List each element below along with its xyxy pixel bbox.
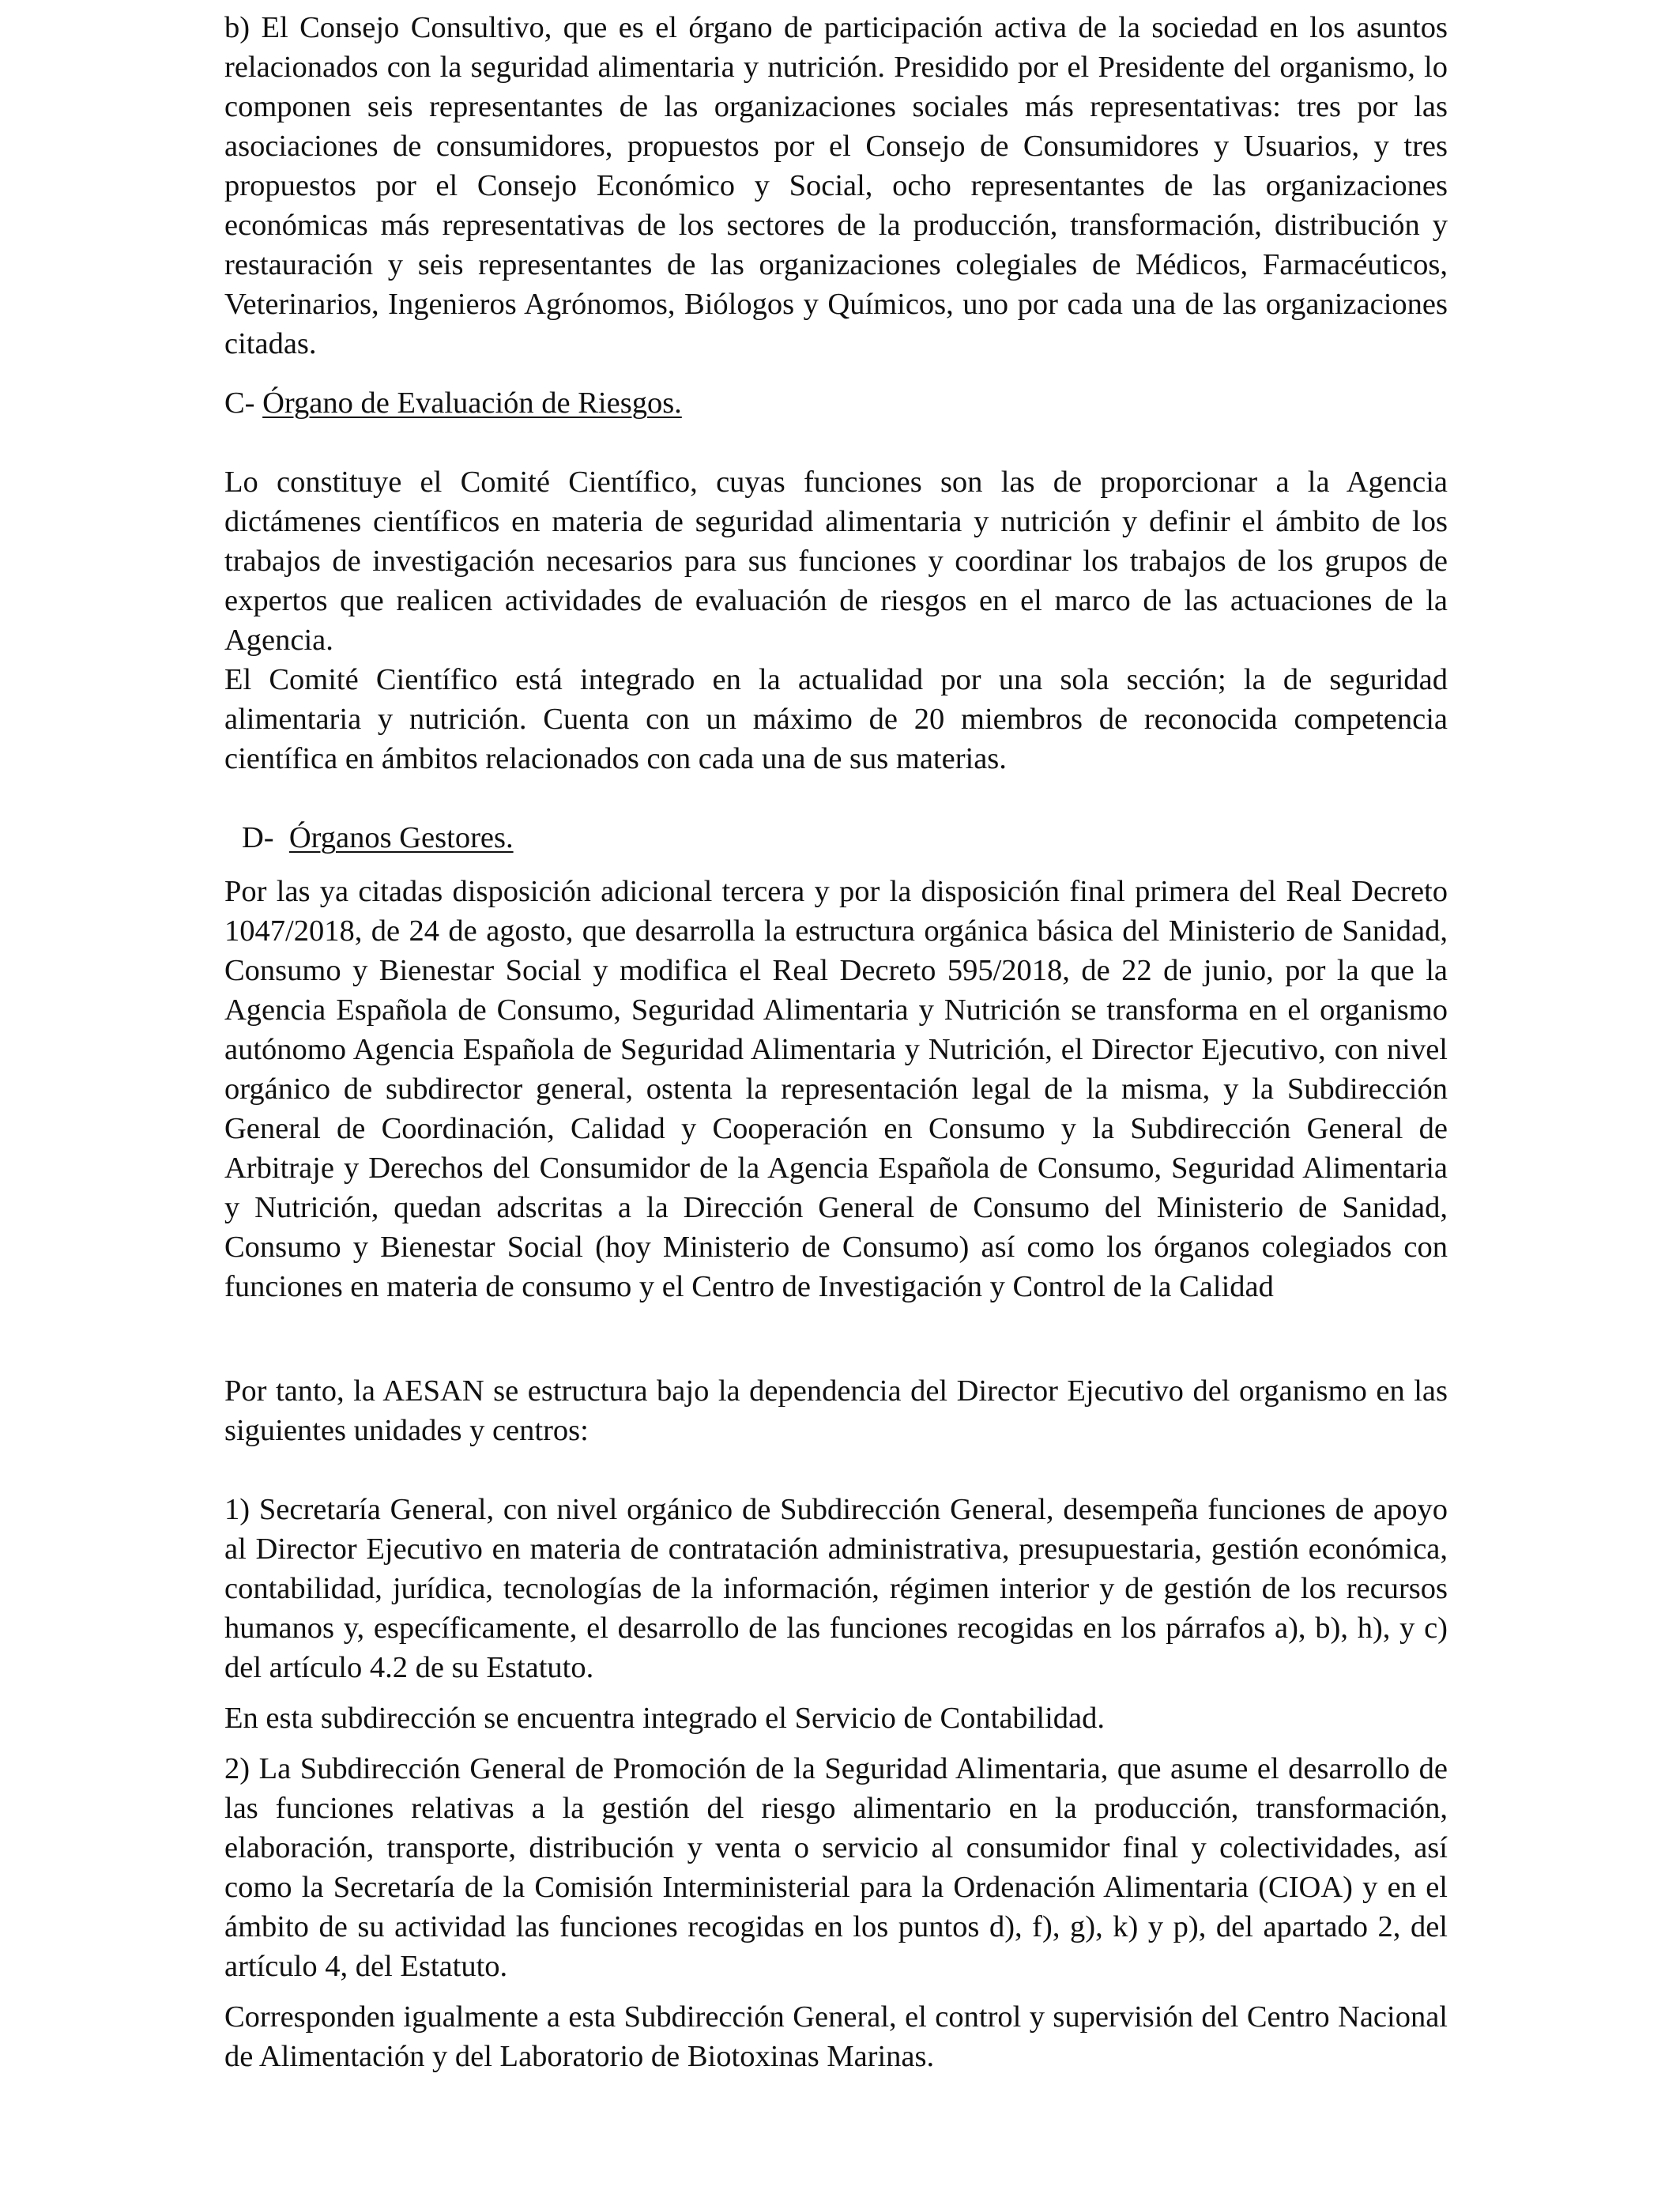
section-heading-evaluacion-riesgos	[224, 383, 1448, 423]
paragraph-subdireccion-promocion: 2) La Subdirección General de Promoción de la Seguridad Alimentaria, que asume el desarrollo de las funciones relativas a la gestión del riesgo alimentario en la producción, transformación, elaboración, transporte, distribución y venta o servicio al consumidor final y colectividades, así como la Secretaría de la Comisión Interministerial para la Ordenación Alimentaria (CIOA) y en el ámbito de su actividad las funciones recogidas en los puntos d), f), g), k) y p), del apartado 2, del artículo 4, del Estatuto.	[224, 1752, 1448, 1983]
paragraph-organos-gestores: Por las ya citadas disposición adicional tercera y por la disposición final primera del Real Decreto 1047/2018, de 24 de agosto, que desarrolla la estructura orgánica básica del Ministerio de Sanidad, Consumo y Bienestar Social y modifica el Real Decreto 595/2018, de 22 de junio, por la que la Agencia Española de Consumo, Seguridad Alimentaria y Nutrición se transforma en el organismo autónomo Agencia Española de Seguridad Alimentaria y Nutrición, el Director Ejecutivo, con nivel orgánico de subdirector general, ostenta la representación legal de la misma, y la Subdirección General de Coordinación, Calidad y Cooperación en Consumo y la Subdirección General de Arbitraje y Derechos del Consumidor de la Agencia Española de Consumo, Seguridad Alimentaria y Nutrición, quedan adscritas a la Dirección General de Consumo del Ministerio de Sanidad, Consumo y Bienestar Social (hoy Ministerio de Consumo) así como los órganos colegiados con funciones en materia de consumo y el Centro de Investigación y Control de la Calidad	[224, 875, 1448, 1303]
paragraph-estructura-aesan: Por tanto, la AESAN se estructura bajo la dependencia del Director Ejecutivo del organismo en las siguientes unidades y centros:	[224, 1374, 1448, 1447]
section-heading-title: Órgano de Evaluación de Riesgos.	[262, 386, 682, 420]
paragraph-comite-cientifico-funciones: Lo constituye el Comité Científico, cuyas funciones son las de proporcionar a la Agencia dictámenes científicos en materia de seguridad alimentaria y nutrición y definir el ámbito de los trabajos de investigación necesarios para sus funciones y coordinar los trabajos de los grupos de expertos que realicen actividades de evaluación de riesgos en el marco de las actuaciones de la Agencia.	[224, 466, 1448, 657]
paragraph-secretaria-general: 1) Secretaría General, con nivel orgánico de Subdirección General, desempeña funciones de apoyo al Director Ejecutivo en materia de contratación administrativa, presupuestaria, gestión económica, contabilidad, jurídica, tecnologías de la información, régimen interior y de gestión de los recursos humanos y, específicamente, el desarrollo de las funciones recogidas en los párrafos a), b), h), y c) del artículo 4.2 de su Estatuto.	[224, 1493, 1448, 1684]
paragraph-control-supervision: Corresponden igualmente a esta Subdirección General, el control y supervisión del Centro Nacional de Alimentación y del Laboratorio de Biotoxinas Marinas.	[224, 2000, 1448, 2073]
section-heading-prefix: C-	[224, 386, 255, 420]
paragraph-servicio-contabilidad: En esta subdirección se encuentra integrado el Servicio de Contabilidad.	[224, 1702, 1105, 1735]
section-heading-organos-gestores	[224, 818, 1448, 858]
section-heading-prefix: D-	[242, 821, 274, 854]
paragraph-consejo-consultivo: b) El Consejo Consultivo, que es el órgano de participación activa de la sociedad en los asuntos relacionados con la seguridad alimentaria y nutrición. Presidido por el Presidente del organismo, lo componen seis representantes de las organizaciones sociales más representativas: tres por las asociaciones de consumidores, propuestos por el Consejo de Consumidores y Usuarios, y tres propuestos por el Consejo Económico y Social, ocho representantes de las organizaciones económicas más representativas de los sectores de la producción, transformación, distribución y restauración y seis representantes de las organizaciones colegiales de Médicos, Farmacéuticos, Veterinarios, Ingenieros Agrónomos, Biólogos y Químicos, uno por cada una de las organizaciones citadas.	[224, 11, 1448, 360]
document-page	[224, 8, 1448, 2076]
section-heading-title: Órganos Gestores.	[288, 821, 514, 854]
paragraph-comite-cientifico-composicion: El Comité Científico está integrado en la actualidad por una sola sección; la de seguridad alimentaria y nutrición. Cuenta con un máximo de 20 miembros de reconocida competencia científica en ámbitos relacionados con cada una de sus materias.	[224, 663, 1448, 775]
